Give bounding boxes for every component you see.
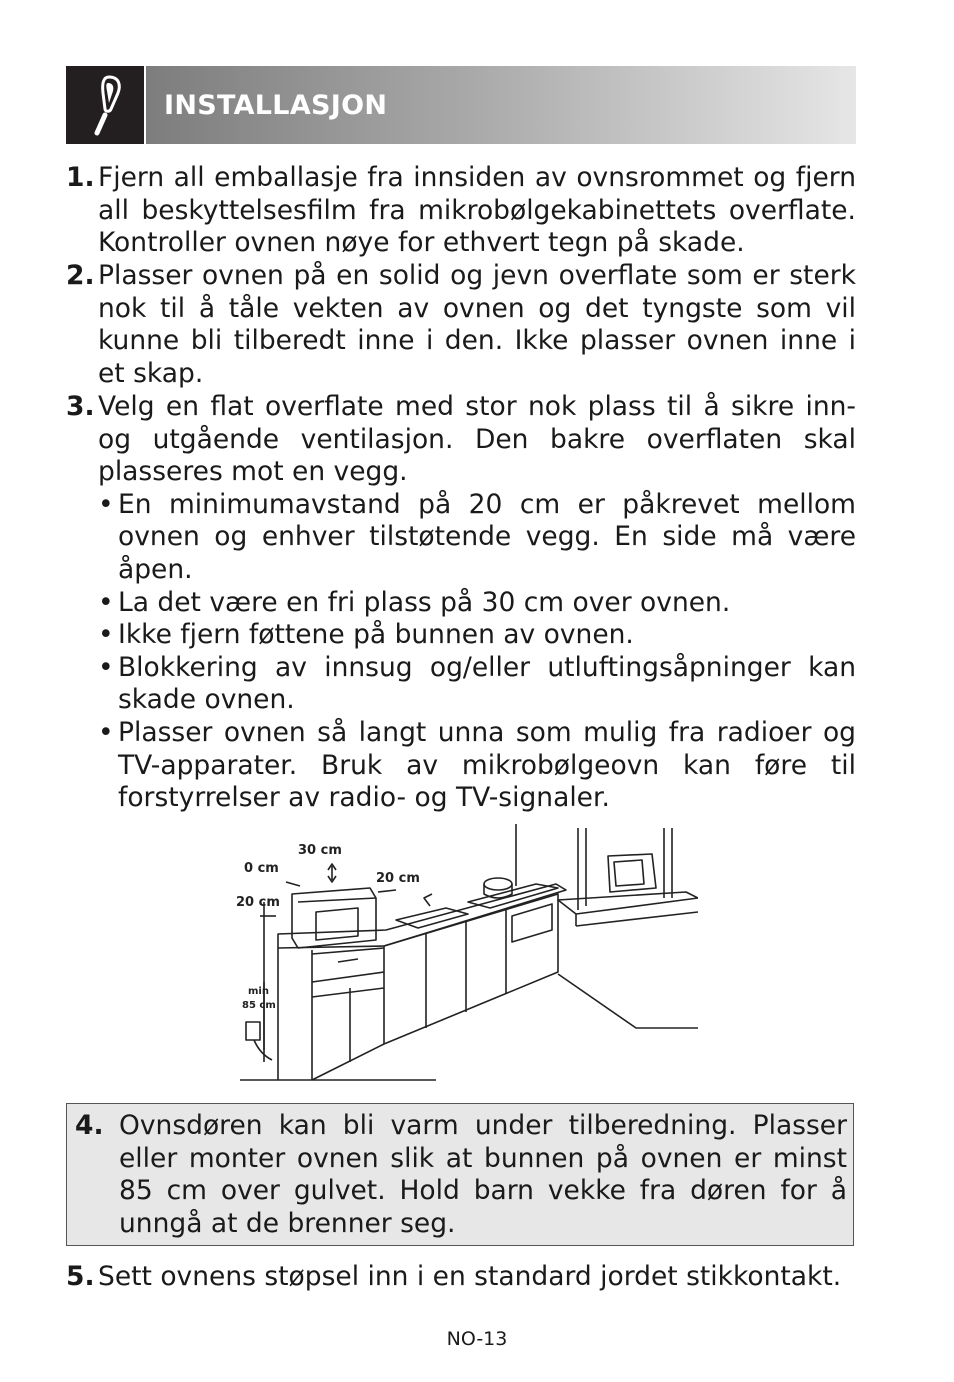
label-side-right: 20 cm [376,871,420,886]
bullet-item: • La det være en fri plass på 30 cm over ovnen. [98,586,731,618]
label-height: 85 cm [242,1000,276,1011]
label-top-clearance: 30 cm [298,843,342,858]
list-item-2 [66,260,856,390]
bullet-item: • Plasser ovnen så langt unna som mulig fra radioer og TV-apparater. Bruk av mikrobølgeovn kan føre til forstyrrelser av radio- og TV-signaler. [98,716,856,814]
label-min: min [248,986,269,997]
bullet-item: • Blokkering av innsug og/eller utluftingsåpninger kan skade ovnen. [98,651,856,716]
item-number: 4. [75,1110,104,1141]
list-item-5 [66,1261,856,1294]
section-header [66,66,856,144]
header-bar [146,66,856,144]
exclamation-icon [85,73,125,137]
item-text: Sett ovnens støpsel inn i en standard jordet stikkontakt. [98,1261,842,1292]
header-icon-box [66,66,144,144]
warning-note-box [66,1103,854,1246]
item-number: 5. [66,1261,95,1292]
note-text: Ovnsdøren kan bli varm under tilberedning. Plasser eller monter ovnen slik at bunnen på ovnen er minst 85 cm over gulvet. Hold barn vekke fra døren for å unngå at de brenner seg. [119,1110,847,1239]
item-text: Velg en flat overflate med stor nok plass til å sikre inn- og utgående ventilasjon. Den bakre overflaten skal plasseres mot en vegg. [98,391,856,488]
item-text: Plasser ovnen på en solid og jevn overflate som er sterk nok til å tåle vekten av ovnen og det tyngste som vil kunne bli tilberedt inne i den. Ikke plasser ovnen inne i et skap. [98,260,856,389]
label-side-left: 20 cm [236,895,280,910]
page-number: NO-13 [446,1328,508,1350]
label-back-clearance: 0 cm [244,861,279,876]
list-item-3 [66,391,856,815]
bullet-item: • Ikke fjern føttene på bunnen av ovnen. [98,619,634,651]
bullet-item: • En minimumavstand på 20 cm er påkrevet mellom ovnen og enhver tilstøtende vegg. En side må være åpen. [98,488,856,585]
item-number: 3. [66,391,95,422]
list-item-1 [66,162,856,260]
bullet-list [98,489,856,815]
item-number: 1. [66,162,95,193]
item-text: Fjern all emballasje fra innsiden av ovnsrommet og fjern all beskyttelsesfilm fra mikrobølgekabinettets overflate. Kontroller ovnen nøye for ethvert tegn på skade. [98,162,856,259]
installation-illustration [236,822,698,1084]
section-title: INSTALLASJON [164,89,388,121]
item-number: 2. [66,260,95,291]
